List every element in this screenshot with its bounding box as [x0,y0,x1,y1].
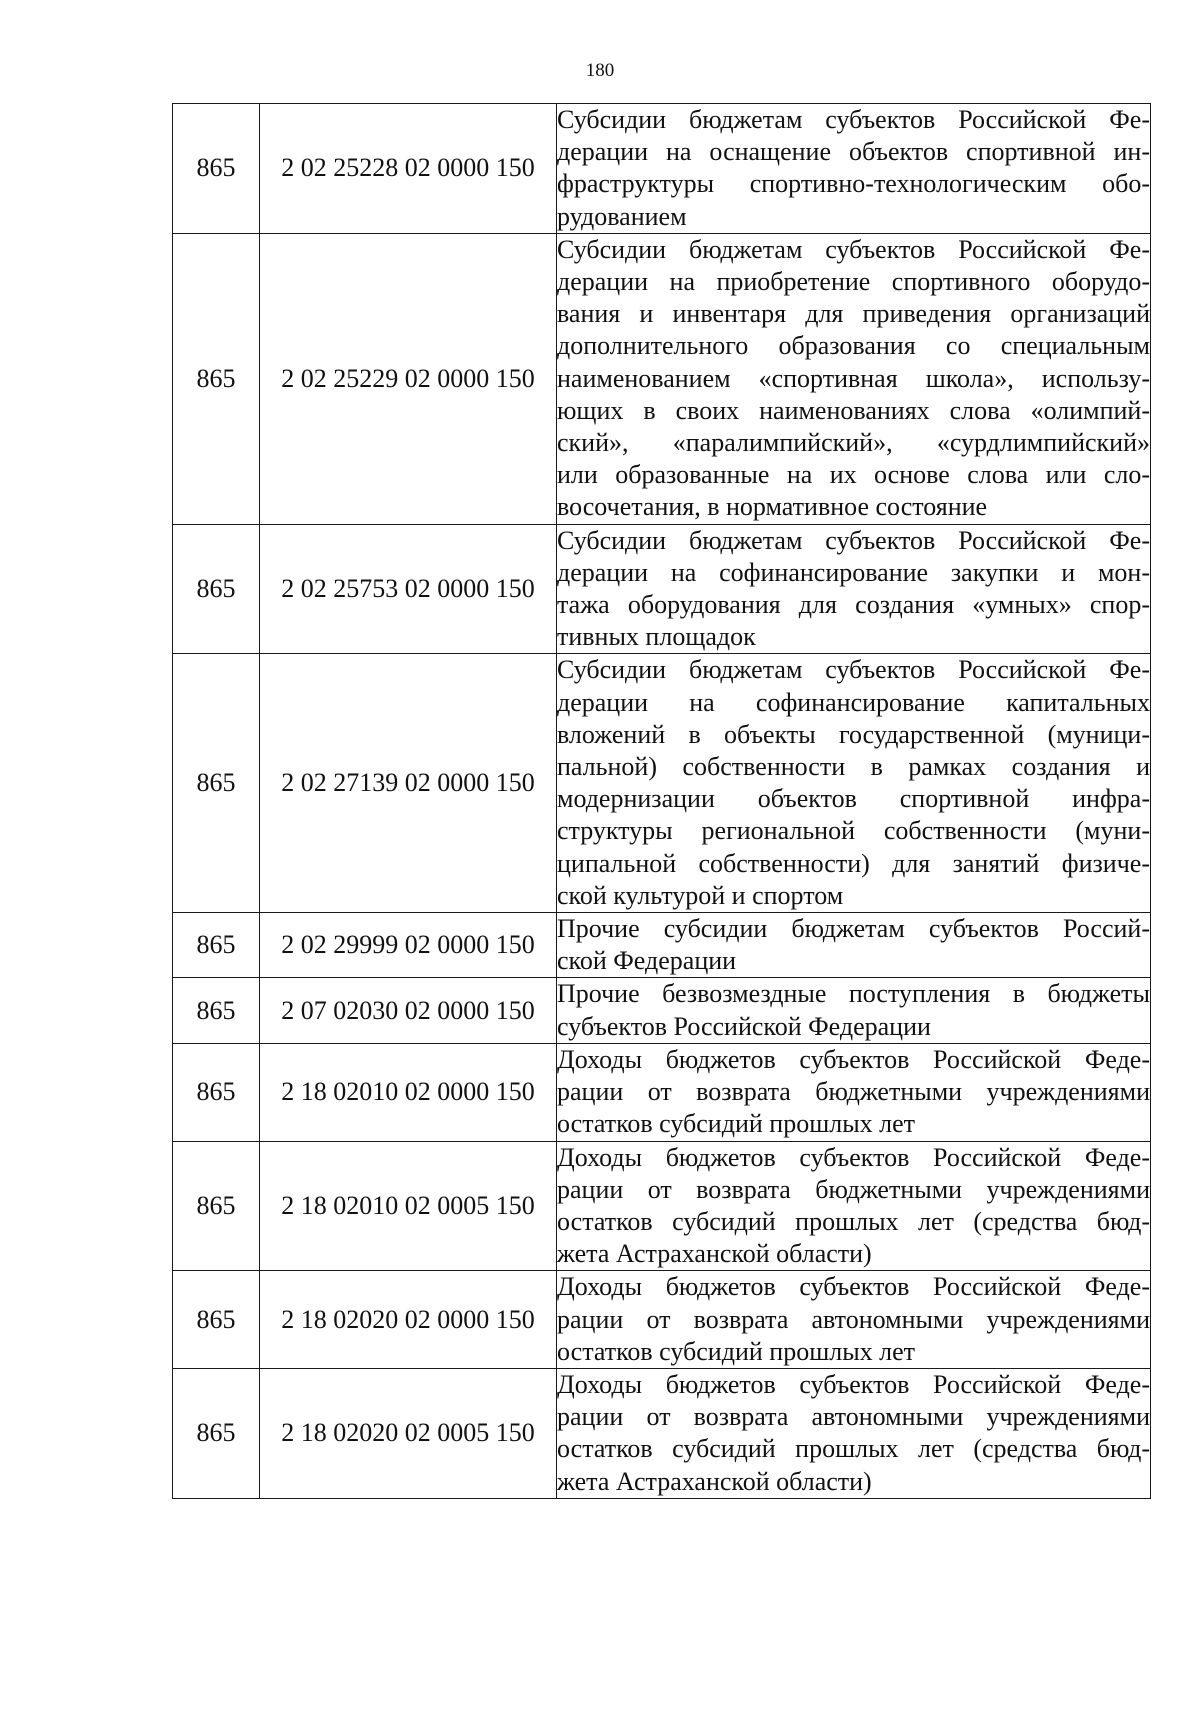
revenue-description-cell [557,524,1151,654]
table-row [173,1368,1151,1498]
admin-code-cell: 865 [173,1368,260,1498]
revenue-code-cell: 2 18 02010 02 0005 150 [260,1141,557,1271]
revenue-description-cell [557,104,1151,234]
description-line: ский», «паралимпийский», «сурдлимпийский» [557,428,1150,458]
description-line: дерации на оснащение объектов спортивной ин- [557,137,1150,167]
revenue-description-cell [557,1271,1151,1369]
description-line: остатков субсидий прошлых лет [557,1336,916,1366]
description-line: дерации на софинансирование капитальных [557,687,1150,717]
description-line: вложений в объекты государственной (муници- [557,719,1150,749]
revenue-code-cell: 2 02 27139 02 0000 150 [260,654,557,913]
description-line: жета Астраханской области) [557,1239,872,1269]
revenue-code-cell: 2 18 02020 02 0005 150 [260,1368,557,1498]
revenue-description-cell [557,1141,1151,1271]
description-line: Субсидии бюджетам субъектов Российской Фе- [557,525,1150,555]
admin-code-cell: 865 [173,233,260,524]
description-line: рудованием [557,201,687,231]
description-line: субъектов Российской Федерации [557,1011,931,1041]
admin-code-cell: 865 [173,978,260,1043]
revenue-code-cell: 2 02 25753 02 0000 150 [260,524,557,654]
description-line: ской Федерации [557,946,737,976]
description-line: Доходы бюджетов субъектов Российской Феде- [557,1142,1150,1172]
description-line: жета Астраханской области) [557,1466,872,1496]
description-line: дерации на приобретение спортивного оборудо- [557,267,1150,297]
description-line: Субсидии бюджетам субъектов Российской Фе- [557,655,1150,685]
revenue-code-cell: 2 02 25229 02 0000 150 [260,233,557,524]
table-row [173,1271,1151,1369]
description-line: ющих в своих наименованиях слова «олимпий- [557,395,1150,425]
revenue-description-cell [557,1368,1151,1498]
description-line: Прочие субсидии бюджетам субъектов Россий- [557,914,1150,944]
table-row [173,524,1151,654]
table-row [173,233,1151,524]
table-row [173,1141,1151,1271]
description-line: рации от возврата бюджетными учреждениями [557,1174,1150,1204]
revenue-code-cell: 2 07 02030 02 0000 150 [260,978,557,1043]
admin-code-cell: 865 [173,1043,260,1141]
description-line: Доходы бюджетов субъектов Российской Феде- [557,1272,1150,1302]
table-row [173,654,1151,913]
description-line: рации от возврата бюджетными учреждениями [557,1077,1150,1107]
table-row [173,913,1151,978]
description-line: тажа оборудования для создания «умных» спор- [557,590,1150,620]
revenue-code-cell: 2 18 02010 02 0000 150 [260,1043,557,1141]
description-line: структуры региональной собственности (муни- [557,816,1150,846]
description-line: Доходы бюджетов субъектов Российской Феде- [557,1369,1150,1399]
description-line: или образованные на их основе слова или сло- [557,460,1150,490]
admin-code-cell: 865 [173,1141,260,1271]
admin-code-cell: 865 [173,913,260,978]
description-line: дополнительного образования со специальным [557,331,1150,361]
description-line: восочетания, в нормативное состояние [557,492,988,522]
admin-code-cell: 865 [173,654,260,913]
description-line: фраструктуры спортивно-технологическим обо- [557,169,1150,199]
description-line: рации от возврата автономными учреждениями [557,1304,1150,1334]
description-line: остатков субсидий прошлых лет (средства бюд- [557,1434,1150,1464]
admin-code-cell: 865 [173,524,260,654]
description-line: ципальной собственности) для занятий физиче- [557,848,1150,878]
description-line: вания и инвентаря для приведения организаций [557,299,1150,329]
page-number: 180 [585,60,615,81]
description-line: Прочие безвозмездные поступления в бюджеты [557,979,1150,1009]
revenue-code-cell: 2 02 25228 02 0000 150 [260,104,557,234]
description-line: Субсидии бюджетам субъектов Российской Фе- [557,234,1150,264]
description-line: Доходы бюджетов субъектов Российской Феде- [557,1044,1150,1074]
revenue-description-cell [557,913,1151,978]
table-row [173,978,1151,1043]
revenue-code-cell: 2 02 29999 02 0000 150 [260,913,557,978]
table-row [173,104,1151,234]
description-line: тивных площадок [557,622,756,652]
description-line: ской культурой и спортом [557,880,844,910]
revenue-description-cell [557,233,1151,524]
description-line: наименованием «спортивная школа», использу- [557,363,1150,393]
revenue-code-cell: 2 18 02020 02 0000 150 [260,1271,557,1369]
revenue-description-cell [557,978,1151,1043]
description-line: Субсидии бюджетам субъектов Российской Фе- [557,105,1150,134]
admin-code-cell: 865 [173,104,260,234]
revenue-codes-table [172,103,1151,1499]
revenue-description-cell [557,1043,1151,1141]
description-line: остатков субсидий прошлых лет [557,1109,916,1139]
admin-code-cell: 865 [173,1271,260,1369]
description-line: пальной) собственности в рамках создания и [557,752,1150,782]
description-line: остатков субсидий прошлых лет (средства бюд- [557,1206,1150,1236]
revenue-description-cell [557,654,1151,913]
table-body [173,104,1151,1499]
description-line: рации от возврата автономными учреждениями [557,1402,1150,1432]
description-line: модернизации объектов спортивной инфра- [557,784,1150,814]
description-line: дерации на софинансирование закупки и мон- [557,557,1150,587]
table-row [173,1043,1151,1141]
